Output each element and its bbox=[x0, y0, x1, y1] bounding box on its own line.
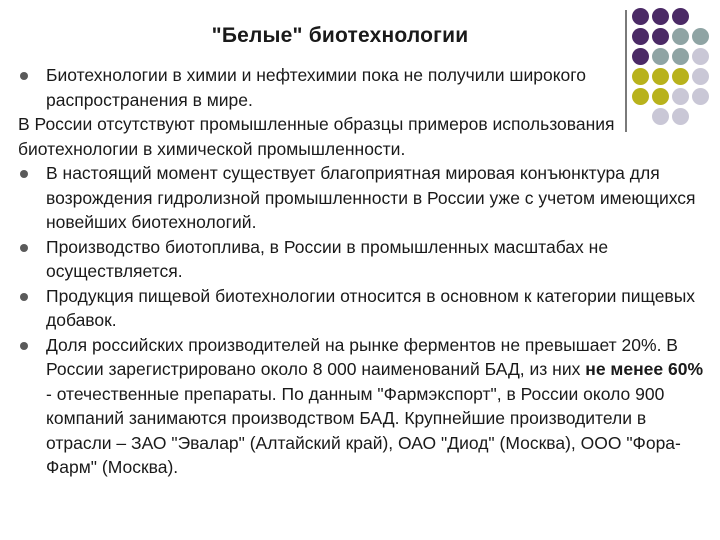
decor-dot bbox=[632, 28, 649, 45]
bullet-icon bbox=[20, 342, 28, 350]
decor-dot bbox=[632, 8, 649, 25]
decor-dot bbox=[672, 28, 689, 45]
paragraph-text: В России отсутствуют промышленные образцы примеров использования биотехнологии в химической промышленности. bbox=[18, 114, 615, 159]
bullet-icon bbox=[20, 72, 28, 80]
decor-dot bbox=[692, 28, 709, 45]
bullet-text-part: - отечественные препараты. По данным "Фармэкспорт", в России около 900 компаний занимаются производством БАД. Крупнейшие производители в отрасли – ЗАО "Эвалар" (Алтайский край), ОАО "Диод" (Москва), ООО "Фора-Фарм" (Москва). bbox=[46, 383, 681, 477]
bullet-text: Биотехнологии в химии и нефтехимии пока не получили широкого распространения в мире. bbox=[46, 65, 587, 110]
slide-title: "Белые" биотехнологии bbox=[211, 24, 469, 47]
slide-body bbox=[18, 63, 708, 480]
bullet-item bbox=[18, 284, 708, 333]
bullet-text: Продукция пищевой биотехнологии относится в основном к категории пищевых добавок. bbox=[46, 285, 696, 330]
plain-paragraph bbox=[18, 112, 708, 161]
decor-dot bbox=[672, 8, 689, 25]
decor-dot bbox=[652, 28, 669, 45]
bullet-icon bbox=[20, 170, 28, 178]
bullet-item bbox=[18, 333, 708, 480]
decor-dot bbox=[652, 8, 669, 25]
bullet-icon bbox=[20, 244, 28, 252]
bullet-text: В настоящий момент существует благоприятная мировая конъюнктура для возрождения гидролизной промышленности в России уже с учетом имеющихся новейших биотехнологий. bbox=[46, 163, 696, 232]
bullet-item bbox=[18, 63, 708, 112]
bullet-item bbox=[18, 235, 708, 284]
bullet-icon bbox=[20, 293, 28, 301]
bullet-text-emphasis: не менее 60% bbox=[585, 359, 704, 379]
bullet-item bbox=[18, 161, 708, 235]
bullet-text-part: Доля российских производителей на рынке ферментов не превышает 20%. В России зарегистрировано около 8 000 наименований БАД, из них bbox=[46, 334, 678, 379]
bullet-text: Производство биотоплива, в России в промышленных масштабах не осуществляется. bbox=[46, 236, 609, 281]
